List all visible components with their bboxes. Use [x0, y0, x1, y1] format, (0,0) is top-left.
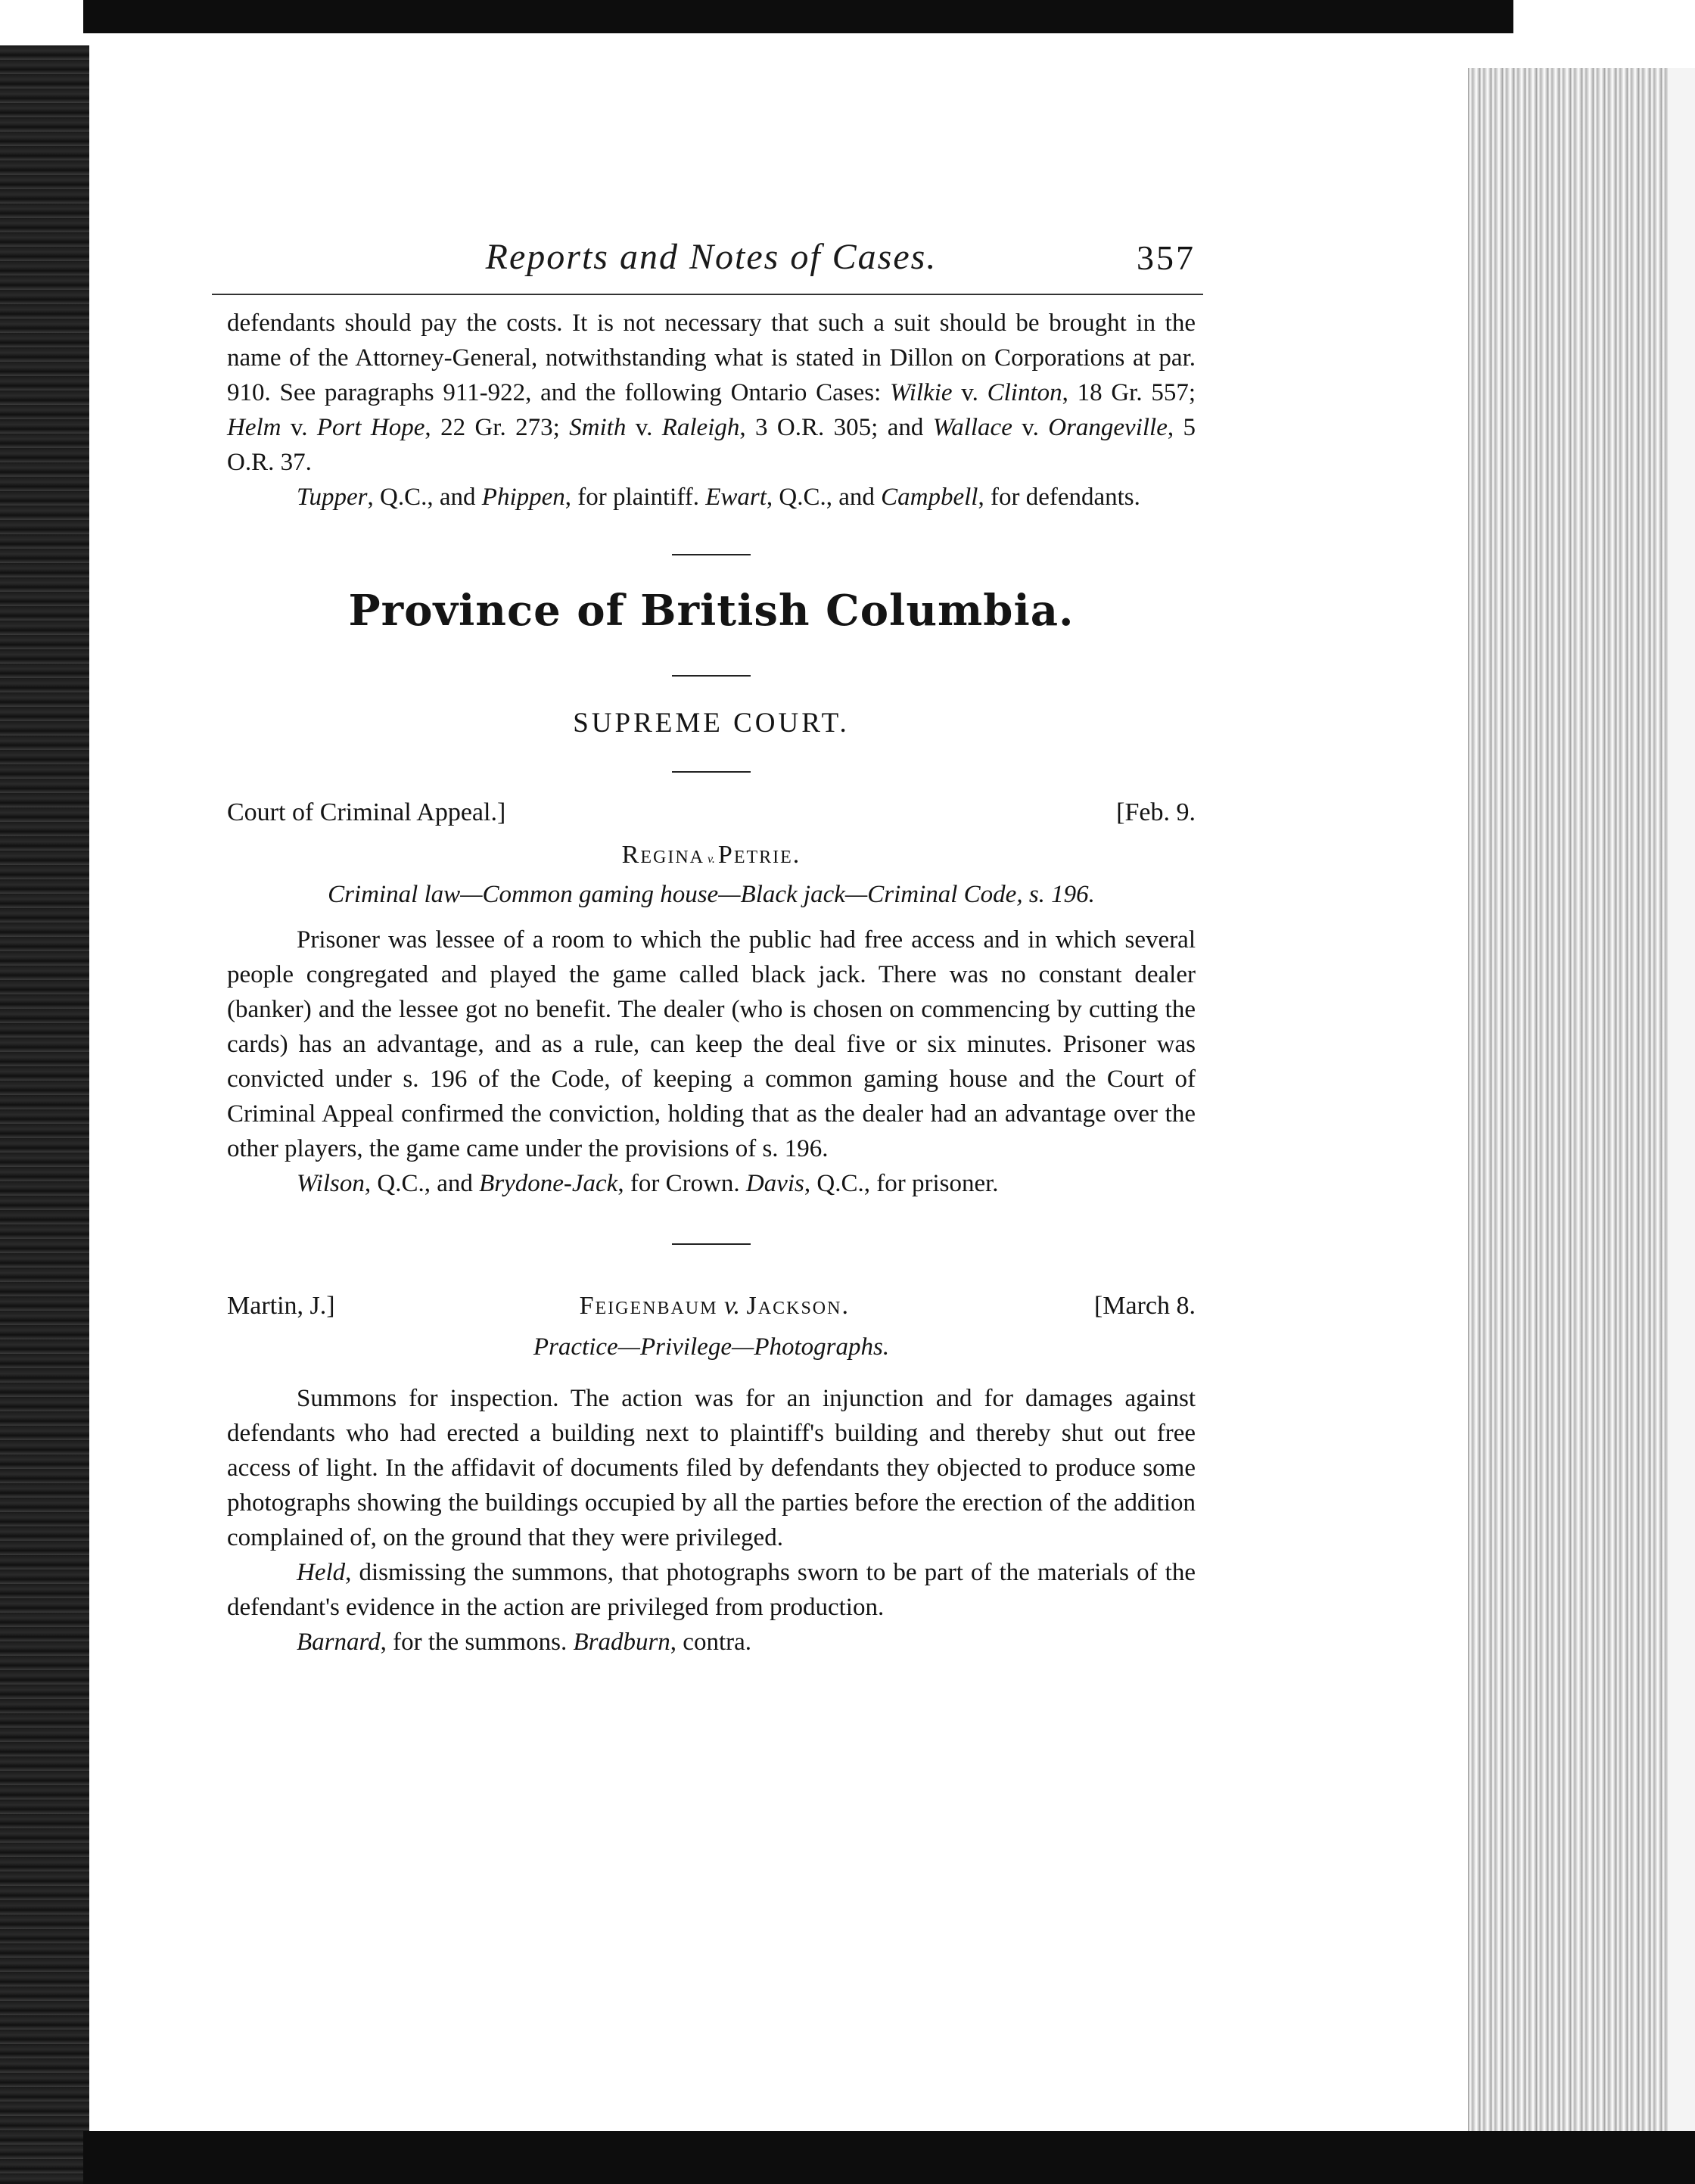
case2-judge: Martin, J.]: [227, 1292, 335, 1320]
running-title: Reports and Notes of Cases.: [485, 237, 938, 277]
section-separator: [672, 1243, 751, 1245]
section-separator: [672, 675, 751, 677]
court-heading: SUPREME COURT.: [573, 708, 850, 739]
page-number: 357: [1137, 238, 1196, 277]
scan-edge-right-inner: [1668, 68, 1695, 2134]
case2-title: Feigenbaum v. Jackson.: [579, 1292, 850, 1320]
section-separator: [672, 554, 751, 555]
case1-headnote: Criminal law—Common gaming house—Black jack—Criminal Code, s. 196.: [328, 881, 1095, 908]
case1-counsel: Wilson, Q.C., and Brydone-Jack, for Crown. Davis, Q.C., for prisoner.: [297, 1170, 999, 1197]
province-heading: Province of British Columbia.: [348, 586, 1075, 636]
case1-meta: [227, 795, 1196, 830]
running-header: [227, 227, 1196, 288]
case2-held: Held, dismissing the summons, that photographs sworn to be part of the materials of the defendant's evidence in the action are privileged from production.: [227, 1559, 1196, 1621]
scan-edge-right: [1468, 68, 1695, 2134]
prev-case-paragraph: defendants should pay the costs. It is not necessary that such a suit should be brought in the name of the Attorney-General, notwithstanding what is stated in Dillon on Corporations at par. 910. See paragraphs 911-922, and the following Ontario Cases: Wilkie v. Clinton, 18 Gr. 557; Helm v. Port Hope, 22 Gr. 273; Smith v. Raleigh, 3 O.R. 305; and Wallace v. Orangeville, 5 O.R. 37.: [227, 310, 1196, 476]
case2-date: [March 8.: [1093, 1292, 1196, 1320]
case1-court: Court of Criminal Appeal.]: [227, 798, 506, 826]
prev-case-counsel: Tupper, Q.C., and Phippen, for plaintiff. Ewart, Q.C., and Campbell, for defendants.: [297, 484, 1140, 511]
case1-body: Prisoner was lessee of a room to which the public had free access and in which several people congregated and played the game called black jack. There was no constant dealer (banker) and the lessee got no benefit. The dealer (who is chosen on commencing by cutting the cards) has an advantage, and as a rule, can keep the deal five or six minutes. Prisoner was convicted under s. 196 of the Code, of keeping a common gaming house and the Court of Criminal Appeal confirmed the conviction, holding that as the dealer had an advantage over the other players, the game came under the provisions of s. 196.: [227, 926, 1196, 1162]
scan-edge-left: [0, 45, 89, 2184]
scan-edge-bottom: [83, 2131, 1695, 2184]
page: [227, 227, 1196, 1660]
header-rule: [212, 294, 1203, 295]
case2-counsel: Barnard, for the summons. Bradburn, contra.: [297, 1629, 751, 1656]
case1-title: Regina v. Petrie.: [621, 841, 801, 869]
section-separator: [672, 771, 751, 773]
scan-edge-top: [83, 0, 1513, 33]
case2-headnote: Practice—Privilege—Photographs.: [533, 1333, 890, 1361]
case1-date: [Feb. 9.: [1116, 798, 1196, 826]
case2-meta: [227, 1289, 1196, 1324]
case2-body: Summons for inspection. The action was for an injunction and for damages against defendants who had erected a building next to plaintiff's building and thereby shut out free access of light. In the affidavit of documents filed by defendants they objected to produce some photographs showing the buildings occupied by all the parties before the erection of the addition complained of, on the ground that they were privileged.: [227, 1385, 1196, 1551]
